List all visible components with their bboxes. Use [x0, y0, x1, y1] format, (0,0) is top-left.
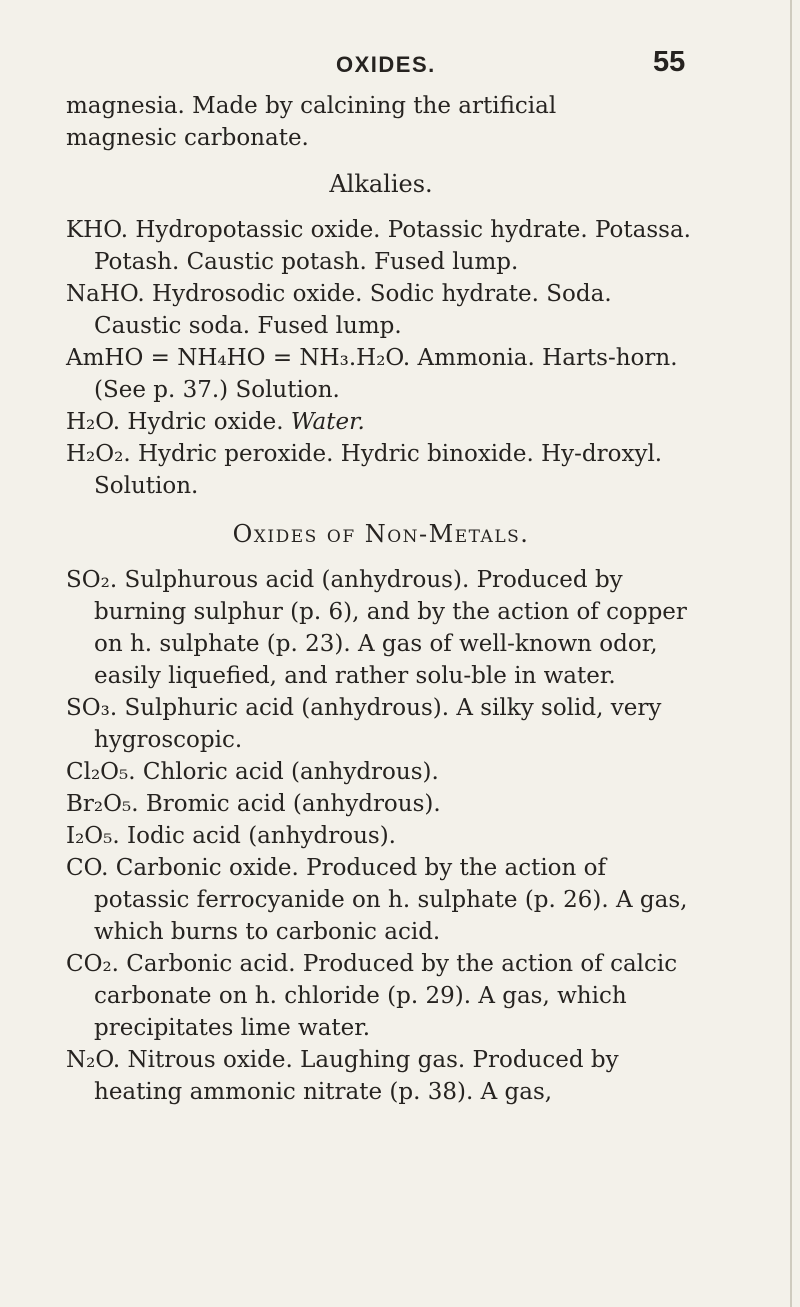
- entry-text: Carbonic oxide. Produced by the action of potassic ferrocyanide on h. sulphate (p. 26). A gas, which burns to carbonic acid.: [94, 855, 688, 945]
- entry-formula: CO₂.: [66, 951, 119, 977]
- entry-formula: KHO.: [66, 217, 129, 243]
- entry-text: Iodic acid (anhydrous).: [119, 823, 396, 849]
- nonmetal-entry: [66, 820, 696, 852]
- entry-formula: NaHO.: [66, 281, 145, 307]
- entry-formula: I₂O₅.: [66, 823, 120, 849]
- nonmetal-entry: [66, 756, 696, 788]
- alkali-entry: [66, 278, 696, 342]
- entry-text: Hydrosodic oxide. Sodic hydrate. Soda. Caustic soda. Fused lump.: [94, 281, 612, 339]
- entry-text: Sulphuric acid (anhydrous). A silky solid, very hygroscopic.: [94, 695, 662, 753]
- entry-formula: CO.: [66, 855, 109, 881]
- entry-formula: H₂O.: [66, 409, 121, 435]
- entry-text: Hydropotassic oxide. Potassic hydrate. Potassa. Potash. Caustic potash. Fused lump.: [94, 217, 691, 275]
- alkali-entry: [66, 438, 696, 502]
- alkalies-heading: Alkalies.: [329, 170, 433, 198]
- intro-paragraph: [66, 90, 696, 154]
- entry-formula: SO₃.: [66, 695, 118, 721]
- entry-formula: N₂O.: [66, 1047, 121, 1073]
- entry-text: Bromic acid (anhydrous).: [138, 791, 441, 817]
- page-header: [0, 46, 800, 92]
- page-number: 55: [653, 46, 686, 78]
- entry-text: Chloric acid (anhydrous).: [135, 759, 439, 785]
- entry-text: Hydric peroxide. Hydric binoxide. Hy-droxyl. Solution.: [94, 441, 663, 499]
- entry-text: Sulphurous acid (anhydrous). Produced by burning sulphur (p. 6), and by the action of copper on h. sulphate (p. 23). A gas of well-known odor, easily liquefied, and rather solu-ble in water.: [94, 567, 687, 689]
- entry-formula: SO₂.: [66, 567, 118, 593]
- entry-text: Nitrous oxide. Laughing gas. Produced by heating ammonic nitrate (p. 38). A gas,: [94, 1047, 619, 1105]
- entry-formula: Cl₂O₅.: [66, 759, 136, 785]
- nonmetal-entry: [66, 692, 696, 756]
- entry-italic: Water.: [290, 409, 365, 435]
- nonmetals-heading: Oxides of Non-Metals.: [232, 520, 530, 548]
- entry-formula: AmHO = NH₄HO = NH₃.H₂O.: [66, 345, 411, 371]
- entry-text: Hydric oxide.: [120, 409, 291, 435]
- alkali-entry: [66, 342, 696, 406]
- nonmetal-entry: [66, 1044, 696, 1108]
- entry-formula: Br₂O₅.: [66, 791, 139, 817]
- nonmetal-entry: [66, 852, 696, 948]
- intro-line-1: magnesia. Made by calcining the artificial: [66, 93, 557, 119]
- nonmetal-entry: [66, 788, 696, 820]
- entry-formula: H₂O₂.: [66, 441, 131, 467]
- running-title: OXIDES.: [336, 52, 436, 77]
- page-edge-divider: [790, 0, 792, 1307]
- intro-line-2: magnesic carbonate.: [66, 125, 309, 151]
- entry-text: Carbonic acid. Produced by the action of calcic carbonate on h. chloride (p. 29). A gas, which precipitates lime water.: [94, 951, 678, 1041]
- nonmetal-entry: [66, 948, 696, 1044]
- nonmetal-entry: [66, 564, 696, 692]
- alkali-entry: [66, 406, 696, 438]
- alkali-entry: [66, 214, 696, 278]
- entry-text: Ammonia. Harts-horn. (See p. 37.) Solution.: [94, 345, 678, 403]
- page-body: [66, 90, 696, 1108]
